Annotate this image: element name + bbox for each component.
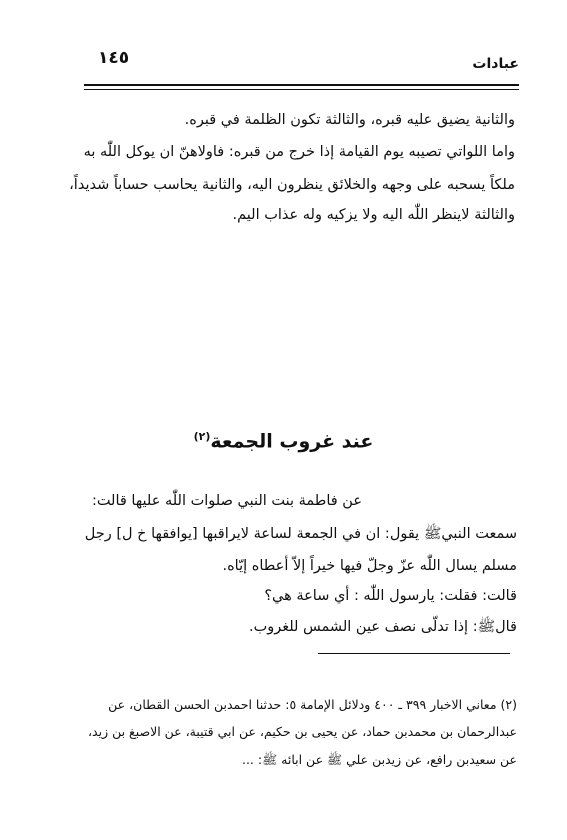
section-title-text: عند غروب الجمعة <box>210 430 374 453</box>
hadith-line: قالﷺ: إذا تدلّى نصف عين الشمس للغروب. <box>248 619 517 635</box>
section-title <box>0 430 567 452</box>
page-number: ١٤٥ <box>98 48 130 68</box>
header-title: عبادات <box>472 56 519 72</box>
header-rule-thick <box>84 84 519 86</box>
footnote-separator <box>318 653 510 654</box>
hadith-line: قالت: فقلت: يارسول اللّٰه : أي ساعة هي؟ <box>264 588 517 604</box>
footnote-reference: (٢) <box>193 430 211 443</box>
paragraph-line: والثالثة لاينظر اللّٰه اليه ولا يزكيه وله عذاب اليم. <box>232 207 515 223</box>
header-rule-thin <box>84 89 519 90</box>
footnote-line: (٢) معاني الاخبار ٣٩٩ ـ ٤٠٠ ودلائل الإمامة ٥: حدثنا احمدبن الحسن القطان، عن <box>108 697 517 712</box>
footnote-line: عبدالرحمان بن محمدبن حماد، عن يحيى بن حكيم، عن ابي قتيبة، عن الاصبغ بن زيد، <box>88 724 517 739</box>
paragraph-line: والثانية يضيق عليه قبره، والثالثة تكون الظلمة في قبره. <box>184 112 515 128</box>
paragraph-line: ملكاً يسحبه على وجهه والخلائق ينظرون اليه، والثانية يحاسب حساباً شديداً، <box>69 177 515 193</box>
paragraph-line: واما اللواتي تصيبه يوم القيامة إذا خرج من قبره: فاولاهنّ ان يوكل اللّٰه به <box>83 144 515 160</box>
hadith-line: سمعت النبيﷺ يقول: ان في الجمعة لساعة لايراقبها [يوافقها خ ل] رجل <box>84 526 517 542</box>
hadith-line: مسلم يسال اللّٰه عزّ وجلّ فيها خيراً إلاّ أعطاه إيّاه. <box>222 558 517 574</box>
footnote-line: عن سعيدبن رافع، عن زيدبن علي ﷺ عن ابائه ﷺ: ... <box>241 752 517 767</box>
page-header <box>70 42 519 82</box>
hadith-line: عن فاطمة بنت النبي صلوات اللّٰه عليها قالت: <box>91 493 362 509</box>
